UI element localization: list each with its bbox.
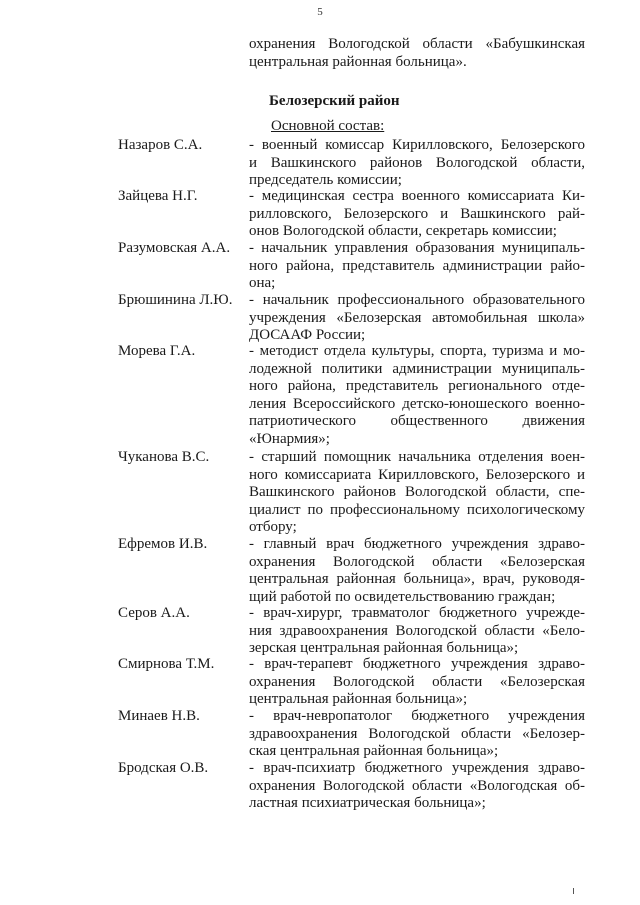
description-line: циалист по профессиональному психологическому [249, 501, 585, 518]
description-line: отбору; [249, 519, 297, 535]
description-line: - начальник профессионального образовательного [249, 292, 585, 308]
member-description [249, 137, 585, 190]
description-line: - старший помощник начальника отделения воен- [249, 449, 585, 465]
description-line: - военный комиссар Кирилловского, Белозерского [249, 137, 585, 153]
member-description [249, 708, 585, 761]
description-line: щий работой по освидетельствованию граждан; [249, 588, 556, 605]
member-description [249, 449, 585, 537]
description-line: Вашкинского районов Вологодской области, спе- [249, 484, 585, 500]
description-line: - врач-терапевт бюджетного учреждения здраво- [249, 656, 585, 672]
description-line: центральная районная больница», врач, руководя- [249, 571, 585, 587]
description-line: - врач-невропатолог бюджетного учреждения [249, 708, 585, 724]
description-line: лодежной политики администрации муниципаль- [249, 360, 585, 377]
description-line: учреждения «Белозерская автомобильная школа» [249, 309, 585, 326]
continued-paragraph [249, 36, 585, 71]
description-line: ДОСААФ России; [249, 327, 366, 343]
description-line: зерская центральная районная больница»; [249, 640, 519, 656]
member-name: Морева Г.А. [118, 343, 196, 359]
description-line: и Вашкинского районов Вологодской области, [249, 154, 585, 171]
description-line: охранения Вологодской области «Белозерская [249, 553, 585, 570]
text-line: охранения Вологодской области «Бабушкинская [249, 36, 585, 52]
member-description [249, 343, 585, 448]
description-line: она; [249, 275, 276, 291]
member-description [249, 188, 585, 241]
description-line: - методист отдела культуры, спорта, туризма и мо- [249, 343, 585, 359]
member-name: Назаров С.А. [118, 137, 203, 153]
scan-mark [573, 888, 574, 894]
member-description [249, 536, 585, 606]
description-line: ления Всероссийского детско-юношеского военно- [249, 395, 585, 412]
text-line: центральная районная больница». [249, 53, 467, 70]
description-line: ного района, представитель регионального отде- [249, 378, 585, 394]
description-line: рилловского, Белозерского и Вашкинского рай- [249, 205, 585, 222]
description-line: ская центральная районная больница»; [249, 743, 499, 759]
description-line: охранения Вологодской области «Вологодская об- [249, 777, 585, 794]
description-line: «Юнармия»; [249, 430, 330, 447]
member-description [249, 656, 585, 709]
member-description [249, 605, 585, 658]
member-description [249, 292, 585, 345]
page-number: 5 [317, 6, 323, 18]
member-description [249, 240, 585, 293]
description-line: онов Вологодской области, секретарь комиссии; [249, 223, 557, 239]
description-line: ного комиссариата Кирилловского, Белозерского и [249, 466, 585, 483]
description-line: - начальник управления образования муниципаль- [249, 240, 585, 256]
description-line: - врач-хирург, травматолог бюджетного учрежде- [249, 605, 585, 621]
description-line: председатель комиссии; [249, 172, 402, 188]
member-name: Брюшинина Л.Ю. [118, 292, 233, 308]
description-line: - врач-психиатр бюджетного учреждения здраво- [249, 760, 585, 776]
member-name: Бродская О.В. [118, 760, 209, 776]
member-description [249, 760, 585, 813]
member-name: Смирнова Т.М. [118, 656, 215, 672]
district-title: Белозерский район [269, 93, 400, 109]
description-line: охранения Вологодской области «Белозерская [249, 673, 585, 690]
member-name: Ефремов И.В. [118, 536, 208, 552]
description-line: - главный врач бюджетного учреждения здраво- [249, 536, 585, 552]
description-line: ластная психиатрическая больница»; [249, 795, 486, 811]
composition-label: Основной состав: [271, 118, 385, 134]
description-line: ния здравоохранения Вологодской области «Бело- [249, 622, 585, 639]
member-name: Разумовская А.А. [118, 240, 231, 256]
description-line: патриотического общественного движения [249, 413, 585, 429]
member-name: Чуканова В.С. [118, 449, 210, 465]
member-name: Минаев Н.В. [118, 708, 200, 724]
description-line: ного района, представитель администрации райо- [249, 257, 585, 274]
description-line: здравоохранения Вологодской области «Белозер- [249, 725, 585, 742]
description-line: центральная районная больница»; [249, 691, 468, 707]
member-name: Зайцева Н.Г. [118, 188, 198, 204]
description-line: - медицинская сестра военного комиссариата Ки- [249, 188, 585, 204]
member-name: Серов А.А. [118, 605, 190, 621]
